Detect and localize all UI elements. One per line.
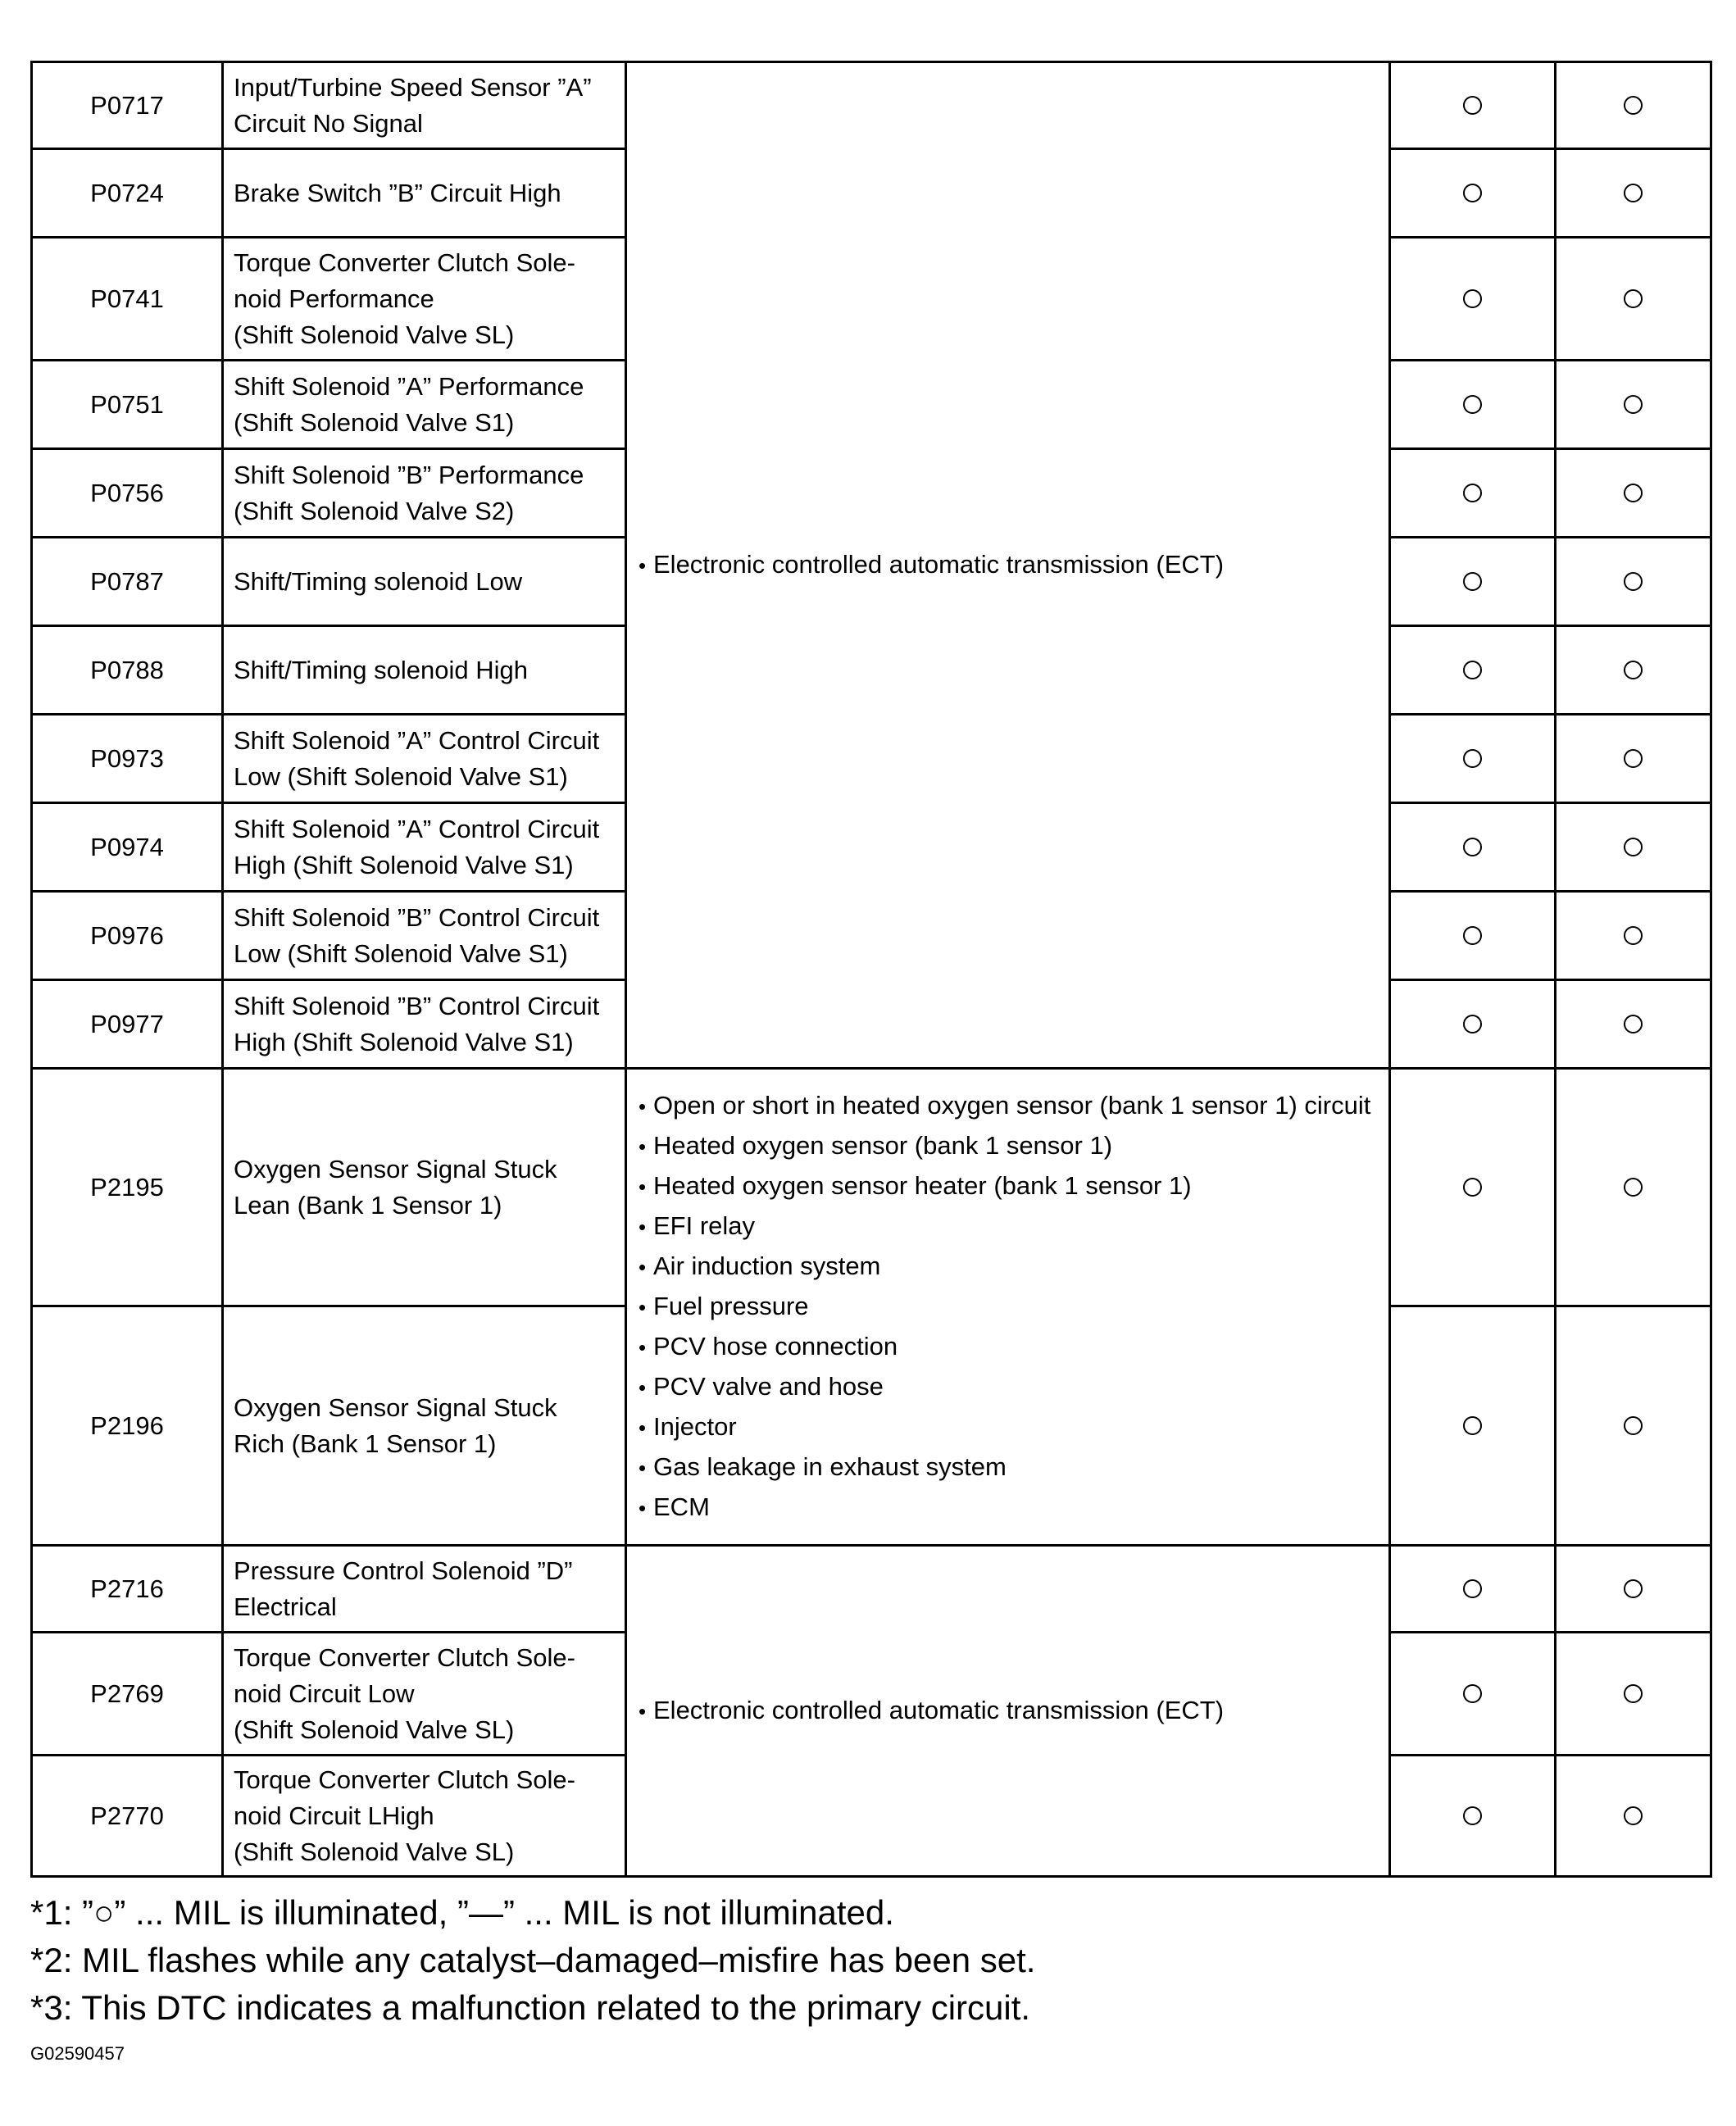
circle-icon	[1624, 96, 1643, 115]
mil-indicator	[1390, 1756, 1556, 1877]
mil-indicator	[1390, 715, 1556, 803]
circle-icon	[1624, 572, 1643, 591]
memory-indicator	[1556, 715, 1711, 803]
circle-icon	[1624, 1015, 1643, 1033]
memory-indicator	[1556, 361, 1711, 449]
detection-item: Shift Solenoid ”B” Performance (Shift Solenoid Valve S2)	[223, 449, 626, 538]
dtc-code: P0787	[32, 538, 223, 626]
trouble-area-oxygen	[626, 1069, 1390, 1546]
detection-item: Shift Solenoid ”B” Control Circuit High (Shift Solenoid Valve S1)	[223, 980, 626, 1069]
mil-indicator	[1390, 361, 1556, 449]
mil-indicator	[1390, 1546, 1556, 1633]
circle-icon	[1463, 661, 1482, 679]
circle-icon	[1463, 1416, 1482, 1435]
mil-indicator	[1390, 980, 1556, 1069]
circle-icon	[1463, 1015, 1482, 1033]
circle-icon	[1463, 184, 1482, 202]
dtc-code: P0788	[32, 626, 223, 715]
dtc-code: P0976	[32, 892, 223, 980]
memory-indicator	[1556, 1633, 1711, 1756]
trouble-area-ect-1: • Electronic controlled automatic transmission (ECT)	[626, 62, 1390, 1069]
list-item: • Heated oxygen sensor heater (bank 1 sensor 1)	[639, 1171, 1192, 1200]
mil-indicator	[1390, 238, 1556, 361]
dtc-table	[30, 61, 1712, 1878]
detection-item: Shift Solenoid ”A” Performance (Shift Solenoid Valve S1)	[223, 361, 626, 449]
circle-icon	[1463, 96, 1482, 115]
footnote: *2: MIL flashes while any catalyst–damaged–misfire has been set.	[30, 1941, 1036, 1979]
detection-item: Shift/Timing solenoid High	[223, 626, 626, 715]
detection-item: Torque Converter Clutch Sole- noid Performance (Shift Solenoid Valve SL)	[223, 238, 626, 361]
list-item: • Air induction system	[639, 1252, 881, 1280]
detection-item: Shift Solenoid ”B” Control Circuit Low (Shift Solenoid Valve S1)	[223, 892, 626, 980]
detection-item: Input/Turbine Speed Sensor ”A” Circuit No Signal	[223, 62, 626, 149]
circle-icon	[1463, 1178, 1482, 1197]
footnote: *3: This DTC indicates a malfunction related to the primary circuit.	[30, 1988, 1031, 2027]
memory-indicator	[1556, 1756, 1711, 1877]
dtc-code: P0973	[32, 715, 223, 803]
circle-icon	[1463, 289, 1482, 308]
circle-icon	[1624, 1806, 1643, 1825]
mil-indicator	[1390, 538, 1556, 626]
detection-item: Torque Converter Clutch Sole- noid Circuit Low (Shift Solenoid Valve SL)	[223, 1633, 626, 1756]
dtc-code: P0974	[32, 803, 223, 892]
dtc-code: P0756	[32, 449, 223, 538]
memory-indicator	[1556, 1306, 1711, 1546]
circle-icon	[1624, 484, 1643, 502]
circle-icon	[1624, 1178, 1643, 1197]
trouble-area-ect-2: • Electronic controlled automatic transmission (ECT)	[626, 1546, 1390, 1877]
footnotes	[30, 1889, 1035, 2032]
mil-indicator	[1390, 62, 1556, 149]
list-item: • Fuel pressure	[639, 1292, 809, 1320]
circle-icon	[1624, 1579, 1643, 1598]
dtc-code: P2196	[32, 1306, 223, 1546]
detection-item: Shift Solenoid ”A” Control Circuit Low (Shift Solenoid Valve S1)	[223, 715, 626, 803]
circle-icon	[1624, 749, 1643, 768]
circle-icon	[1624, 289, 1643, 308]
memory-indicator	[1556, 626, 1711, 715]
mil-indicator	[1390, 149, 1556, 238]
mil-indicator	[1390, 449, 1556, 538]
list-item: • Open or short in heated oxygen sensor (bank 1 sensor 1) circuit	[639, 1091, 1371, 1120]
circle-icon	[1463, 838, 1482, 856]
table-row	[32, 1069, 1711, 1306]
list-item: • Gas leakage in exhaust system	[639, 1452, 1007, 1481]
circle-icon	[1463, 395, 1482, 414]
detection-item: Brake Switch ”B” Circuit High	[223, 149, 626, 238]
dtc-code: P2770	[32, 1756, 223, 1877]
mil-indicator	[1390, 1633, 1556, 1756]
dtc-code: P2769	[32, 1633, 223, 1756]
memory-indicator	[1556, 238, 1711, 361]
circle-icon	[1463, 1806, 1482, 1825]
circle-icon	[1624, 926, 1643, 945]
detection-item: Shift Solenoid ”A” Control Circuit High (Shift Solenoid Valve S1)	[223, 803, 626, 892]
detection-item: Oxygen Sensor Signal Stuck Lean (Bank 1 Sensor 1)	[223, 1069, 626, 1306]
circle-icon	[1463, 1684, 1482, 1703]
dtc-code: P2195	[32, 1069, 223, 1306]
list-item: • EFI relay	[639, 1211, 756, 1240]
detection-item: Torque Converter Clutch Sole- noid Circuit LHigh (Shift Solenoid Valve SL)	[223, 1756, 626, 1877]
memory-indicator	[1556, 449, 1711, 538]
dtc-code: P2716	[32, 1546, 223, 1633]
detection-item: Oxygen Sensor Signal Stuck Rich (Bank 1 Sensor 1)	[223, 1306, 626, 1546]
circle-icon	[1463, 572, 1482, 591]
circle-icon	[1624, 1684, 1643, 1703]
dtc-code: P0724	[32, 149, 223, 238]
table-row	[32, 62, 1711, 149]
table-row	[32, 1546, 1711, 1633]
memory-indicator	[1556, 149, 1711, 238]
circle-icon	[1624, 838, 1643, 856]
circle-icon	[1624, 184, 1643, 202]
mil-indicator	[1390, 1069, 1556, 1306]
footnote: *1: ”○” ... MIL is illuminated, ”—” ... MIL is not illuminated.	[30, 1893, 894, 1932]
list-item: • Heated oxygen sensor (bank 1 sensor 1)	[639, 1131, 1113, 1160]
memory-indicator	[1556, 538, 1711, 626]
list-item: • PCV valve and hose	[639, 1372, 884, 1401]
dtc-code: P0741	[32, 238, 223, 361]
circle-icon	[1463, 749, 1482, 768]
mil-indicator	[1390, 803, 1556, 892]
trouble-area-list	[639, 1086, 1380, 1528]
circle-icon	[1463, 484, 1482, 502]
list-item: • ECM	[639, 1492, 710, 1521]
circle-icon	[1624, 395, 1643, 414]
memory-indicator	[1556, 803, 1711, 892]
memory-indicator	[1556, 62, 1711, 149]
list-item: • Injector	[639, 1412, 737, 1441]
mil-indicator	[1390, 1306, 1556, 1546]
memory-indicator	[1556, 892, 1711, 980]
list-item: • PCV hose connection	[639, 1332, 898, 1361]
figure-id: G02590457	[30, 2043, 125, 2064]
mil-indicator	[1390, 892, 1556, 980]
dtc-code: P0977	[32, 980, 223, 1069]
circle-icon	[1624, 1416, 1643, 1435]
memory-indicator	[1556, 980, 1711, 1069]
dtc-code: P0751	[32, 361, 223, 449]
memory-indicator	[1556, 1546, 1711, 1633]
circle-icon	[1463, 926, 1482, 945]
dtc-code: P0717	[32, 62, 223, 149]
detection-item: Shift/Timing solenoid Low	[223, 538, 626, 626]
circle-icon	[1463, 1579, 1482, 1598]
mil-indicator	[1390, 626, 1556, 715]
detection-item: Pressure Control Solenoid ”D” Electrical	[223, 1546, 626, 1633]
circle-icon	[1624, 661, 1643, 679]
memory-indicator	[1556, 1069, 1711, 1306]
